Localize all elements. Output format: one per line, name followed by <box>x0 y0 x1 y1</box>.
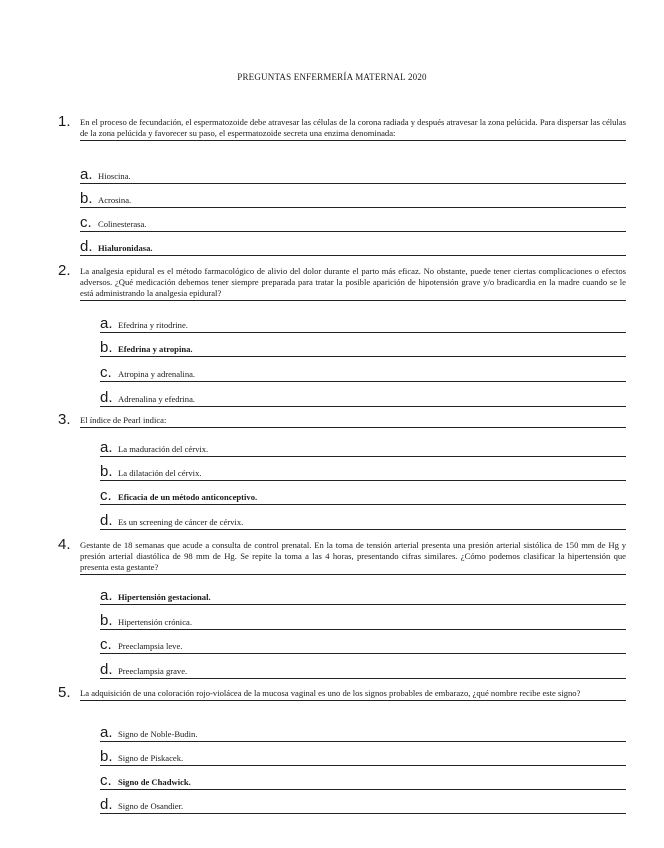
option-letter: a. <box>100 439 113 456</box>
option-5a <box>100 724 626 742</box>
question-number: 1. <box>58 113 71 130</box>
question-3 <box>58 411 626 428</box>
option-letter: d. <box>100 661 113 678</box>
option-4c <box>100 636 626 654</box>
option-5b <box>100 748 626 766</box>
option-text: Es un screening de cáncer de cérvix. <box>118 517 244 527</box>
option-letter: c. <box>80 214 92 231</box>
question-1 <box>58 113 626 141</box>
option-1c <box>80 214 626 232</box>
option-2a <box>100 315 626 333</box>
option-text: Efedrina y ritodrine. <box>118 320 188 330</box>
option-3a <box>100 439 626 457</box>
option-letter: d. <box>100 796 113 813</box>
option-4a <box>100 587 626 605</box>
option-letter: c. <box>100 364 112 381</box>
option-text: Eficacia de un método anticonceptivo. <box>118 492 258 502</box>
option-letter: b. <box>100 339 113 356</box>
question-5 <box>58 684 626 701</box>
question-text: La analgesia epidural es el método farmacológico de alivio del dolor durante el parto más eficaz. No obstante, puede tener ciertas complicaciones o efectos adversos. ¿Qué medicación debemos tener siempre preparada para tratar la posible aparición de hipotensión grave y/o bradicardia en la madre cuando se le está administrando la analgesia epidural? <box>80 266 626 301</box>
question-number: 4. <box>58 536 71 553</box>
option-5d <box>100 796 626 814</box>
option-2c <box>100 364 626 382</box>
option-letter: a. <box>100 315 113 332</box>
question-text: El índice de Pearl indica: <box>80 415 626 428</box>
option-letter: c. <box>100 772 112 789</box>
option-3c <box>100 487 626 505</box>
option-1a <box>80 166 626 184</box>
option-text: Preeclampsia grave. <box>118 666 188 676</box>
question-4 <box>58 536 626 575</box>
option-letter: b. <box>100 612 113 629</box>
option-text: Signo de Osandier. <box>118 801 184 811</box>
option-letter: b. <box>100 748 113 765</box>
option-text: Efedrina y atropina. <box>118 344 193 354</box>
option-letter: c. <box>100 636 112 653</box>
option-4b <box>100 612 626 630</box>
question-number: 3. <box>58 411 71 428</box>
option-letter: d. <box>80 238 93 255</box>
option-2b <box>100 339 626 357</box>
option-4d <box>100 661 626 679</box>
option-text: La dilatación del cérvix. <box>118 468 202 478</box>
option-text: Adrenalina y efedrina. <box>118 394 196 404</box>
question-text: Gestante de 18 semanas que acude a consulta de control prenatal. En la toma de tensión arterial presenta una presión arterial sistólica de 150 mm de Hg y presión arterial diastólica de 98 mm de Hg. Se repite la toma a las 4 horas, presentando cifras similares. ¿Cómo podemos clasificar la hipertensión que presenta esta gestante? <box>80 540 626 575</box>
question-number: 2. <box>58 262 71 279</box>
option-text: Hialuronidasa. <box>98 243 153 253</box>
option-5c <box>100 772 626 790</box>
option-letter: b. <box>80 190 93 207</box>
question-2 <box>58 262 626 301</box>
question-text: En el proceso de fecundación, el espermatozoide debe atravesar las células de la corona radiada y después atravesar la zona pelúcida. Para dispersar las células de la zona pelúcida y favorecer su paso, el espermatozoide secreta una enzima denominada: <box>80 117 626 141</box>
option-letter: a. <box>80 166 93 183</box>
question-number: 5. <box>58 684 71 701</box>
option-letter: a. <box>100 724 113 741</box>
option-text: Signo de Noble-Budin. <box>118 729 198 739</box>
option-1b <box>80 190 626 208</box>
option-text: Hipertensión gestacional. <box>118 592 211 602</box>
option-text: Signo de Piskacek. <box>118 753 184 763</box>
option-letter: c. <box>100 487 112 504</box>
option-3d <box>100 512 626 530</box>
option-text: Hioscina. <box>98 171 131 181</box>
option-text: Acrosina. <box>98 195 132 205</box>
option-1d <box>80 238 626 256</box>
option-text: Hipertensión crónica. <box>118 617 192 627</box>
option-2d <box>100 389 626 407</box>
option-text: Signo de Chadwick. <box>118 777 191 787</box>
document-title: PREGUNTAS ENFERMERÍA MATERNAL 2020 <box>237 72 427 82</box>
option-text: La maduración del cérvix. <box>118 444 209 454</box>
option-letter: b. <box>100 463 113 480</box>
option-text: Colinesterasa. <box>98 219 147 229</box>
option-letter: d. <box>100 512 113 529</box>
option-3b <box>100 463 626 481</box>
option-text: Atropina y adrenalina. <box>118 369 196 379</box>
option-letter: d. <box>100 389 113 406</box>
question-text: La adquisición de una coloración rojo-violácea de la mucosa vaginal es uno de los signos probables de embarazo, ¿qué nombre recibe este signo? <box>80 688 626 701</box>
option-letter: a. <box>100 587 113 604</box>
option-text: Preeclampsia leve. <box>118 641 183 651</box>
